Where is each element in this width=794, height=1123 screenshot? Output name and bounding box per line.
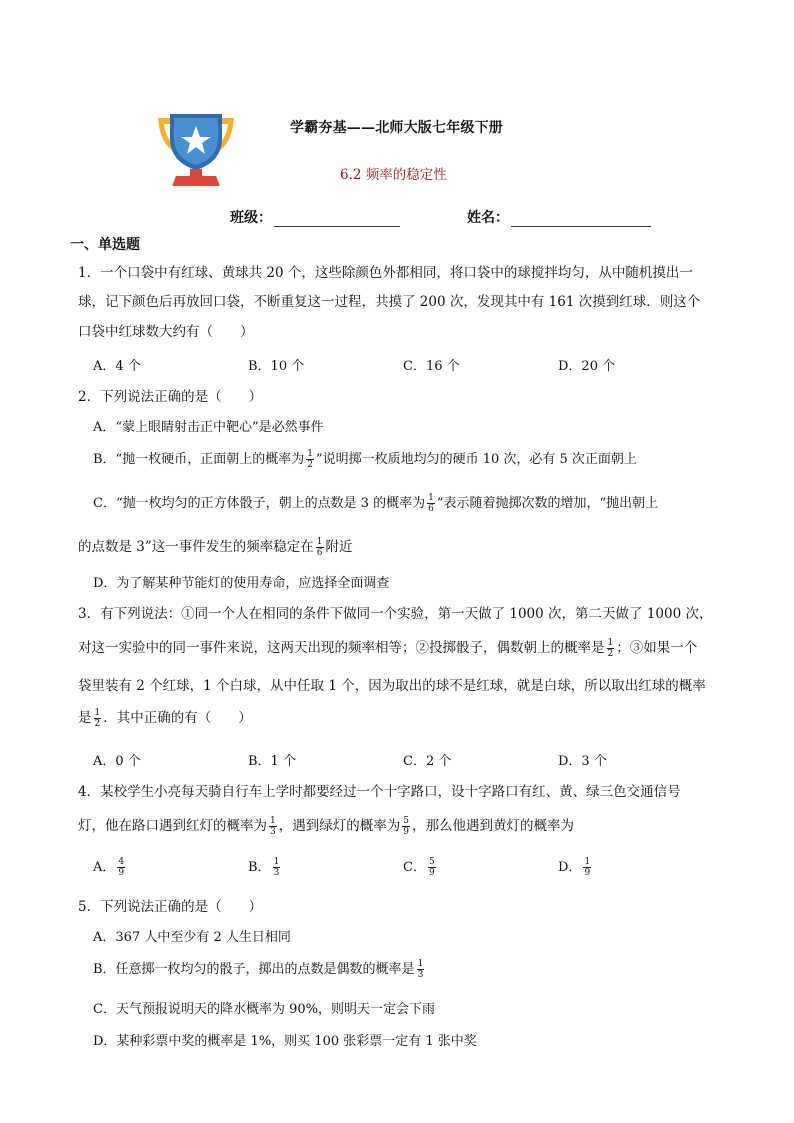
q4-choice-a-label: A． <box>93 860 116 875</box>
q4-line1: 4．某校学生小亮每天骑自行车上学时都要经过一个十字路口，设十字路口有红、黄、绿三色交通信号 <box>78 784 681 800</box>
q1-line3: 口袋中红球数大约有（ ） <box>78 324 254 340</box>
name-field <box>467 207 651 227</box>
fraction-five-ninths <box>402 816 410 837</box>
q3-line4 <box>78 706 252 729</box>
frac-den: 3 <box>270 827 276 837</box>
q4-line2 <box>78 814 574 837</box>
q2-option-b-pre: B．“抛一枚硬币，正面朝上的概率为 <box>93 452 305 467</box>
q2-option-c-post: ”表示随着抛掷次数的增加，“抛出朝上 <box>436 496 659 511</box>
q4-choice-b[interactable] <box>248 856 282 878</box>
frac-num: 1 <box>94 708 101 718</box>
q4-choice-d-label: D． <box>558 860 582 875</box>
fraction-sixth <box>316 537 324 558</box>
q5-stem: 5．下列说法正确的是（ ） <box>78 899 263 915</box>
class-label: 班级： <box>230 210 272 226</box>
frac-num: 4 <box>118 857 125 867</box>
q4-choice-a[interactable] <box>93 856 127 878</box>
frac-den: 3 <box>417 970 424 980</box>
frac-den: 2 <box>607 649 614 659</box>
fraction-four-ninths <box>117 857 125 878</box>
name-label: 姓名： <box>467 210 509 226</box>
fraction-sixth <box>427 493 435 514</box>
q4-choice-c-label: C． <box>403 860 426 875</box>
frac-num: 1 <box>417 959 424 969</box>
frac-den: 3 <box>273 868 280 878</box>
frac-num: 1 <box>273 857 280 867</box>
frac-num: 1 <box>307 449 313 459</box>
frac-den: 2 <box>94 719 101 729</box>
q4-choice-d[interactable] <box>558 856 593 878</box>
fraction-half <box>94 708 102 729</box>
q2-stem: 2．下列说法正确的是（ ） <box>78 389 263 405</box>
fraction-third <box>269 816 277 837</box>
fraction-third <box>417 959 425 980</box>
fraction-one-ninth <box>583 857 591 878</box>
frac-den: 6 <box>428 504 434 514</box>
q2-option-c[interactable] <box>93 492 658 514</box>
q5-option-c[interactable]: C．天气预报说明天的降水概率为 90%，则明天一定会下雨 <box>93 1002 435 1017</box>
frac-num: 1 <box>316 537 323 547</box>
q4-line2-b: ，遇到绿灯的概率为 <box>278 818 401 834</box>
frac-num: 1 <box>428 493 434 503</box>
q1-line2: 球，记下颜色后再放回口袋，不断重复这一过程，共摸了 200 次，发现其中有 161 次摸到红球．则这个 <box>78 294 701 310</box>
q2-option-a[interactable]: A．“蒙上眼睛射击正中靶心”是必然事件 <box>93 420 324 435</box>
frac-num: 5 <box>403 816 409 826</box>
q5-option-d[interactable]: D．某种彩票中奖的概率是 1%，则买 100 张彩票一定有 1 张中奖 <box>93 1034 477 1049</box>
q3-line2 <box>78 636 697 659</box>
q1-choice-c[interactable]: C．16 个 <box>403 359 460 374</box>
q2-option-c-pre: C．“抛一枚均匀的正方体骰子，朝上的点数是 3 的概率为 <box>93 496 426 511</box>
q1-choice-b[interactable]: B．10 个 <box>248 359 305 374</box>
q2-option-b-post: ”说明掷一枚质地均匀的硬币 10 次，必有 5 次正面朝上 <box>315 452 637 467</box>
q3-line1: 3．有下列说法：①同一个人在相同的条件下做同一个实验，第一天做了 1000 次，第二天做了 1000 次， <box>78 606 713 622</box>
q3-line3: 袋里装有 2 个红球，1 个白球，从中任取 1 个，因为取出的球不是红球，就是白球，所以取出红球的概率 <box>78 678 706 694</box>
q4-choice-c[interactable] <box>403 856 438 878</box>
q3-choice-d[interactable]: D．3 个 <box>558 754 607 769</box>
q4-choice-b-label: B． <box>248 860 271 875</box>
fraction-half <box>306 449 314 470</box>
section-title: 一、单选题 <box>70 237 140 253</box>
frac-den: 9 <box>403 827 409 837</box>
q2-option-b[interactable] <box>93 448 637 470</box>
q1-choice-a[interactable]: A．4 个 <box>93 359 141 374</box>
frac-num: 1 <box>607 638 614 648</box>
q1-line1: 1．一个口袋中有红球、黄球共 20 个，这些除颜色外都相同，将口袋中的球搅拌均匀，从中随机摸出一 <box>78 265 693 281</box>
name-blank[interactable] <box>511 212 651 227</box>
q1-choice-d[interactable]: D．20 个 <box>558 359 616 374</box>
class-blank[interactable] <box>274 212 400 227</box>
q2-option-c2-post: 附近 <box>325 539 353 555</box>
q2-option-c-cont <box>78 535 353 558</box>
trophy-icon <box>152 112 240 188</box>
q5-option-b[interactable] <box>93 958 426 980</box>
frac-num: 1 <box>584 857 591 867</box>
frac-den: 9 <box>584 868 591 878</box>
q3-line2-pre: 对这一实验中的同一事件来说，这两天出现的频率相等；②投掷骰子，偶数朝上的概率是 <box>78 640 605 656</box>
q4-line2-a: 灯，他在路口遇到红灯的概率为 <box>78 818 267 834</box>
q3-choice-a[interactable]: A．0 个 <box>93 754 141 769</box>
q3-choice-b[interactable]: B．1 个 <box>248 754 296 769</box>
frac-den: 6 <box>316 548 323 558</box>
q5-option-a[interactable]: A．367 人中至少有 2 人生日相同 <box>93 930 291 945</box>
frac-den: 9 <box>118 868 125 878</box>
q3-line4-pre: 是 <box>78 710 92 726</box>
page-subtitle: 6.2 频率的稳定性 <box>340 167 447 183</box>
fraction-half <box>607 638 615 659</box>
q2-option-c2-pre: 的点数是 3”这一事件发生的频率稳定在 <box>78 539 314 555</box>
q4-line2-c: ，那么他遇到黄灯的概率为 <box>411 818 574 834</box>
fraction-five-ninths <box>428 857 436 878</box>
class-field <box>230 207 400 227</box>
q3-line4-post: ．其中正确的有（ ） <box>103 710 252 726</box>
q2-option-d[interactable]: D．为了解某种节能灯的使用寿命，应选择全面调查 <box>93 576 390 591</box>
q3-line2-post: ；③如果一个 <box>616 640 698 656</box>
q5-option-b-text: B．任意掷一枚均匀的骰子，掷出的点数是偶数的概率是 <box>93 962 415 977</box>
frac-num: 1 <box>270 816 276 826</box>
q3-choice-c[interactable]: C．2 个 <box>403 754 452 769</box>
frac-den: 2 <box>307 460 313 470</box>
frac-den: 9 <box>428 868 435 878</box>
frac-num: 5 <box>428 857 435 867</box>
fraction-third <box>273 857 281 878</box>
page-title: 学霸夯基——北师大版七年级下册 <box>290 120 503 136</box>
